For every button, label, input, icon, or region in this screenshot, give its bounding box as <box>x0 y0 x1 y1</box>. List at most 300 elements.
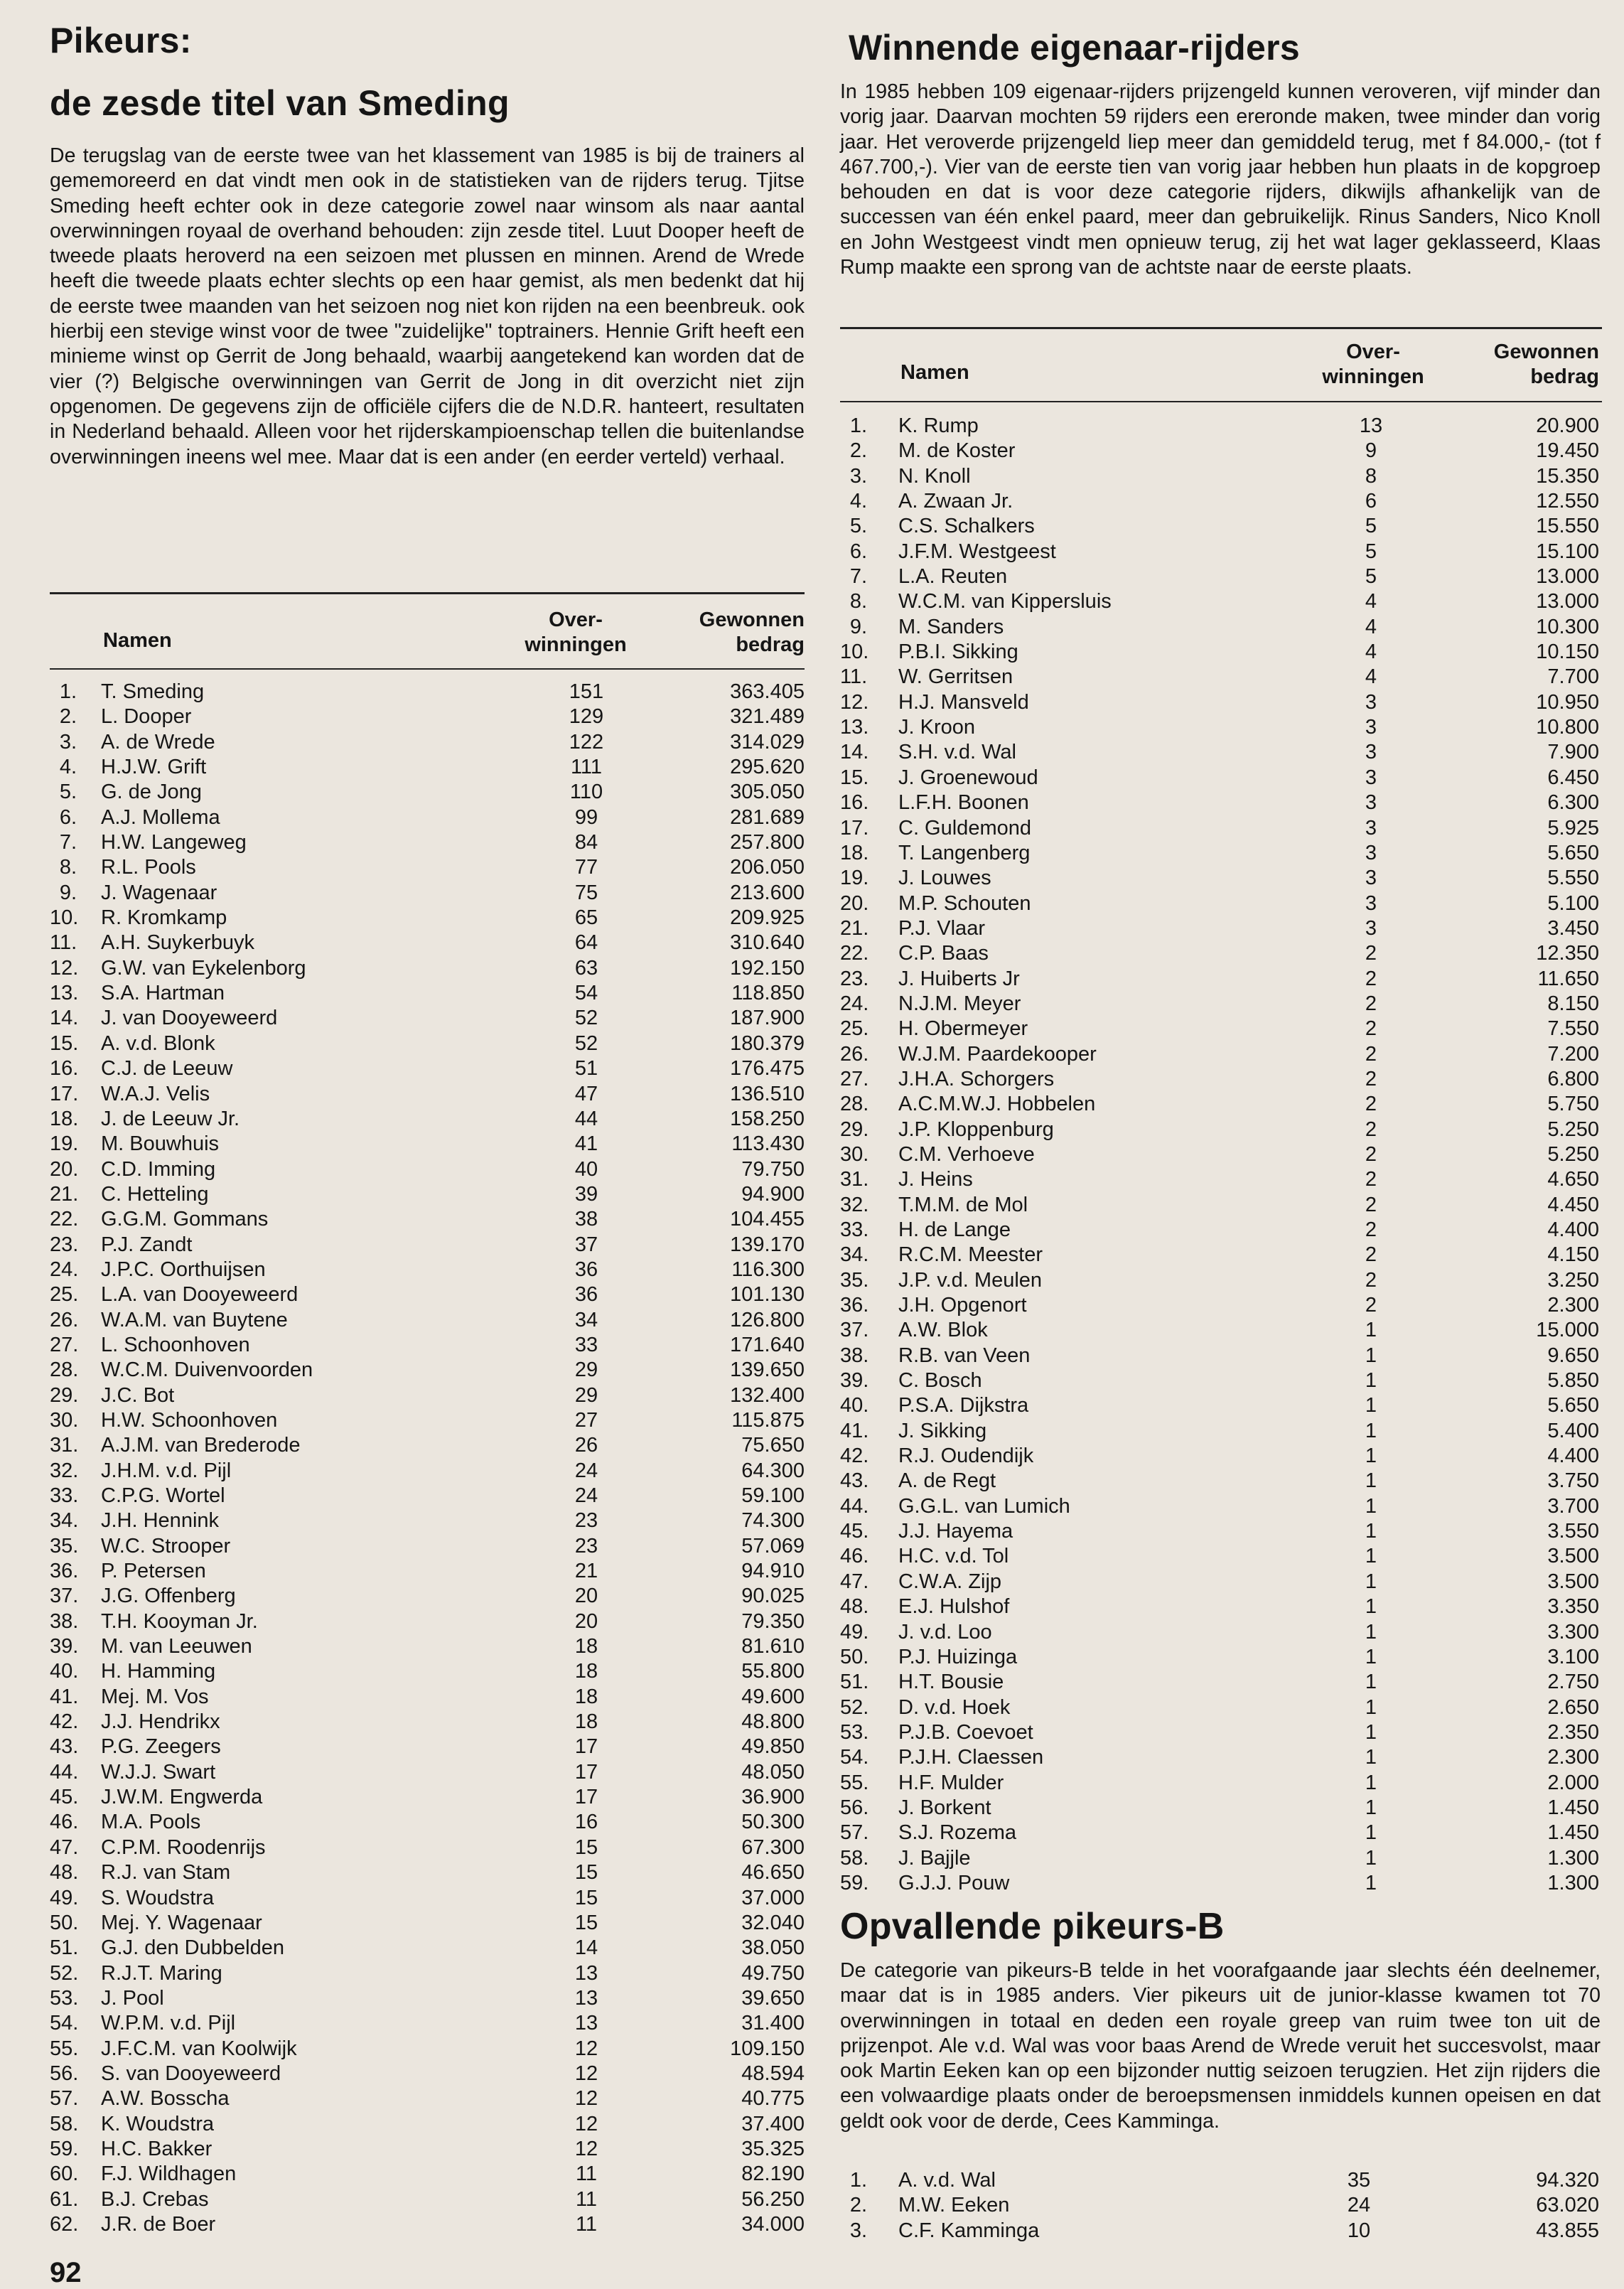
rank-cell: 32. <box>50 1459 79 1482</box>
name-cell: C. Bosch <box>898 1369 982 1393</box>
amount-cell: 115.875 <box>731 1408 805 1432</box>
rank-cell: 25. <box>840 1017 869 1041</box>
wins-cell: 3 <box>1365 766 1377 789</box>
table-row <box>50 1333 805 1358</box>
wins-cell: 51 <box>574 1057 598 1081</box>
rank-cell: 48. <box>50 1861 79 1885</box>
amount-cell: 49.750 <box>741 1961 805 1985</box>
wins-cell: 2 <box>1365 1294 1377 1317</box>
table-row <box>840 540 1602 564</box>
table-row <box>840 2219 1602 2244</box>
amount-cell: 2.750 <box>1547 1671 1599 1694</box>
amount-cell: 3.500 <box>1547 1570 1599 1593</box>
left-table-header-rule <box>50 668 805 670</box>
rank-cell: 27. <box>50 1333 79 1356</box>
table-row <box>840 740 1602 765</box>
rank-cell: 3. <box>849 2219 867 2242</box>
amount-cell: 2.300 <box>1547 1294 1599 1317</box>
wins-cell: 27 <box>574 1408 598 1432</box>
rank-cell: 12. <box>50 956 79 980</box>
wins-cell: 24 <box>574 1459 598 1482</box>
rank-cell: 15. <box>840 766 869 789</box>
table-row <box>50 1308 805 1333</box>
name-cell: C.D. Imming <box>101 1157 216 1181</box>
wins-cell: 5 <box>1365 565 1377 589</box>
table-row <box>840 1519 1602 1544</box>
name-cell: T. Smeding <box>101 680 205 703</box>
wins-cell: 75 <box>574 881 598 904</box>
rank-cell: 28. <box>50 1358 79 1382</box>
table-row <box>840 766 1602 790</box>
rank-cell: 29. <box>840 1117 869 1141</box>
wins-cell: 52 <box>574 1007 598 1030</box>
name-cell: R.J. van Stam <box>101 1861 231 1885</box>
wins-cell: 12 <box>574 2062 598 2085</box>
rank-cell: 55. <box>50 2037 79 2060</box>
rank-cell: 24. <box>840 992 869 1015</box>
table-row <box>50 755 805 780</box>
table-row <box>840 1544 1602 1569</box>
rank-cell: 54. <box>840 1746 869 1769</box>
name-cell: H.F. Mulder <box>898 1771 1004 1794</box>
name-cell: J.H.A. Schorgers <box>898 1067 1055 1090</box>
name-cell: G. de Jong <box>101 781 202 804</box>
amount-cell: 12.550 <box>1536 490 1599 513</box>
name-cell: N. Knoll <box>898 464 971 488</box>
wins-cell: 26 <box>574 1434 598 1457</box>
name-cell: W.J.J. Swart <box>101 1760 216 1784</box>
amount-cell: 40.775 <box>741 2087 805 2111</box>
wins-cell: 17 <box>574 1760 598 1784</box>
wins-cell: 1 <box>1365 1520 1377 1543</box>
wins-cell: 24 <box>574 1484 598 1507</box>
wins-cell: 84 <box>574 831 598 854</box>
amount-cell: 38.050 <box>741 1936 805 1960</box>
amount-cell: 7.700 <box>1547 665 1599 689</box>
wins-cell: 1 <box>1365 1369 1377 1393</box>
table-row <box>840 916 1602 941</box>
amount-cell: 43.855 <box>1536 2219 1599 2242</box>
amount-cell: 6.300 <box>1547 791 1599 815</box>
wins-cell: 1 <box>1365 1469 1377 1493</box>
rank-cell: 54. <box>50 2012 79 2035</box>
amount-cell: 15.550 <box>1536 515 1599 538</box>
table-row <box>50 1082 805 1107</box>
amount-cell: 34.000 <box>741 2212 805 2236</box>
wins-cell: 65 <box>574 906 598 930</box>
table-row <box>50 1006 805 1031</box>
name-cell: A. de Regt <box>898 1469 996 1493</box>
amount-cell: 192.150 <box>730 956 805 980</box>
rank-cell: 43. <box>50 1735 79 1759</box>
rank-cell: 41. <box>840 1419 869 1442</box>
rank-cell: 29. <box>50 1383 79 1407</box>
table-row <box>840 1846 1602 1871</box>
header-wins-1: Over- <box>1346 341 1400 363</box>
amount-cell: 101.130 <box>730 1283 805 1307</box>
amount-cell: 187.900 <box>730 1007 805 1030</box>
rank-cell: 59. <box>50 2137 79 2160</box>
table-row <box>50 830 805 855</box>
rank-cell: 44. <box>50 1760 79 1784</box>
table-row <box>50 1860 805 1885</box>
amount-cell: 5.850 <box>1547 1369 1599 1393</box>
wins-cell: 3 <box>1365 791 1377 815</box>
wins-cell: 17 <box>574 1786 598 1809</box>
wins-cell: 2 <box>1365 1243 1377 1267</box>
rank-cell: 18. <box>840 841 869 864</box>
rank-cell: 8. <box>59 856 77 879</box>
name-cell: W.C.M. van Kippersluis <box>898 590 1112 613</box>
rank-cell: 31. <box>50 1434 79 1457</box>
wins-cell: 6 <box>1365 490 1377 513</box>
table-row <box>50 2112 805 2137</box>
amount-cell: 12.350 <box>1536 942 1599 965</box>
rank-cell: 57. <box>840 1821 869 1845</box>
table-row <box>840 514 1602 539</box>
rank-cell: 4. <box>849 490 867 513</box>
amount-cell: 7.200 <box>1547 1042 1599 1066</box>
rank-cell: 37. <box>840 1319 869 1342</box>
amount-cell: 79.750 <box>741 1157 805 1181</box>
wins-cell: 10 <box>1347 2219 1371 2242</box>
wins-cell: 3 <box>1365 690 1377 714</box>
table-row <box>840 640 1602 665</box>
wins-cell: 2 <box>1365 942 1377 965</box>
table-row <box>50 2086 805 2111</box>
name-cell: M. de Koster <box>898 439 1016 463</box>
amount-cell: 5.550 <box>1547 867 1599 890</box>
name-cell: W.C. Strooper <box>101 1534 231 1558</box>
rank-cell: 3. <box>59 730 77 754</box>
amount-cell: 2.000 <box>1547 1771 1599 1794</box>
wins-cell: 77 <box>574 856 598 879</box>
header-amount-1: Gewonnen <box>1493 341 1599 363</box>
name-cell: J.F.C.M. van Koolwijk <box>101 2037 297 2060</box>
name-cell: J. Sikking <box>898 1419 987 1442</box>
amount-cell: 48.594 <box>741 2062 805 2085</box>
wins-cell: 2 <box>1365 1142 1377 1166</box>
amount-cell: 126.800 <box>730 1308 805 1331</box>
table-row <box>50 1233 805 1258</box>
name-cell: J. Louwes <box>898 867 991 890</box>
table-row <box>840 1393 1602 1418</box>
name-cell: M.A. Pools <box>101 1811 201 1834</box>
name-cell: C. Guldemond <box>898 816 1031 840</box>
rank-cell: 1. <box>849 2169 867 2192</box>
amount-cell: 3.550 <box>1547 1520 1599 1543</box>
amount-cell: 7.550 <box>1547 1017 1599 1041</box>
table-row <box>840 1570 1602 1594</box>
rank-cell: 56. <box>840 1796 869 1819</box>
name-cell: H.T. Bousie <box>898 1671 1004 1694</box>
wins-cell: 11 <box>575 2187 598 2211</box>
amount-cell: 206.050 <box>730 856 805 879</box>
wins-cell: 13 <box>574 2012 598 2035</box>
table-row <box>840 1821 1602 1845</box>
table-row <box>840 1771 1602 1796</box>
wins-cell: 36 <box>574 1283 598 1307</box>
name-cell: G.J. den Dubbelden <box>101 1936 284 1960</box>
rank-cell: 37. <box>50 1585 79 1608</box>
table-row <box>840 1142 1602 1167</box>
name-cell: A.C.M.W.J. Hobbelen <box>898 1093 1096 1116</box>
wins-cell: 15 <box>574 1911 598 1934</box>
rank-cell: 19. <box>840 867 869 890</box>
amount-cell: 15.100 <box>1536 540 1599 563</box>
table-row <box>840 941 1602 966</box>
right-title: Winnende eigenaar-rijders <box>849 28 1300 68</box>
wins-cell: 1 <box>1365 1570 1377 1593</box>
name-cell: A.W. Bosscha <box>101 2087 230 2111</box>
name-cell: J. van Dooyeweerd <box>101 1007 278 1030</box>
name-cell: W.A.M. van Buytene <box>101 1308 288 1331</box>
wins-cell: 18 <box>574 1635 598 1658</box>
rank-cell: 51. <box>840 1671 869 1694</box>
wins-cell: 15 <box>574 1835 598 1859</box>
amount-cell: 49.850 <box>741 1735 805 1759</box>
wins-cell: 3 <box>1365 841 1377 864</box>
rank-cell: 40. <box>50 1660 79 1683</box>
amount-cell: 209.925 <box>730 906 805 930</box>
table-row <box>840 1167 1602 1192</box>
amount-cell: 2.300 <box>1547 1746 1599 1769</box>
table-row <box>840 1594 1602 1619</box>
table-row <box>840 1268 1602 1293</box>
name-cell: J. Bajjle <box>898 1846 971 1870</box>
wins-cell: 3 <box>1365 716 1377 739</box>
left-table-top-rule <box>50 592 805 594</box>
table-row <box>50 1282 805 1307</box>
table-row <box>840 464 1602 489</box>
table-row <box>840 1344 1602 1368</box>
name-cell: S. van Dooyeweerd <box>101 2062 281 2085</box>
name-cell: G.J.J. Pouw <box>898 1871 1010 1894</box>
name-cell: C.J. de Leeuw <box>101 1057 233 1081</box>
rank-cell: 2. <box>849 2194 867 2217</box>
rank-cell: 59. <box>840 1871 869 1894</box>
rank-cell: 58. <box>50 2112 79 2135</box>
rank-cell: 2. <box>59 705 77 729</box>
table-row <box>50 1207 805 1232</box>
table-row <box>50 2137 805 2162</box>
table-row <box>50 1508 805 1533</box>
table-row <box>50 1258 805 1282</box>
amount-cell: 13.000 <box>1536 590 1599 613</box>
name-cell: J.R. de Boer <box>101 2212 216 2236</box>
table-row <box>50 881 805 906</box>
name-cell: Mej. M. Vos <box>101 1685 209 1708</box>
header-name: Namen <box>900 361 969 384</box>
amount-cell: 2.350 <box>1547 1720 1599 1744</box>
wins-cell: 16 <box>574 1811 598 1834</box>
wins-cell: 129 <box>569 705 604 729</box>
wins-cell: 13 <box>574 1961 598 1985</box>
rank-cell: 62. <box>50 2212 79 2236</box>
wins-cell: 15 <box>574 1861 598 1885</box>
amount-cell: 13.000 <box>1536 565 1599 589</box>
table-row <box>50 906 805 931</box>
table-row <box>840 1218 1602 1243</box>
rank-cell: 26. <box>50 1308 79 1331</box>
wins-cell: 38 <box>574 1208 598 1231</box>
name-cell: W.C.M. Duivenvoorden <box>101 1358 313 1382</box>
amount-cell: 94.900 <box>741 1182 805 1206</box>
table-row <box>50 1659 805 1684</box>
amount-cell: 5.750 <box>1547 1093 1599 1116</box>
name-cell: F.J. Wildhagen <box>101 2162 237 2186</box>
rank-cell: 57. <box>50 2087 79 2111</box>
amount-cell: 56.250 <box>741 2187 805 2211</box>
table-row <box>50 1383 805 1408</box>
wins-cell: 5 <box>1365 540 1377 563</box>
table-row <box>840 1494 1602 1519</box>
wins-cell: 1 <box>1365 1720 1377 1744</box>
amount-cell: 5.650 <box>1547 841 1599 864</box>
header-name: Namen <box>103 629 172 652</box>
name-cell: C.F. Kamminga <box>898 2219 1040 2242</box>
table-row <box>840 1645 1602 1670</box>
rank-cell: 10. <box>50 906 79 930</box>
rank-cell: 39. <box>840 1369 869 1393</box>
table-row <box>50 704 805 729</box>
amount-cell: 2.650 <box>1547 1695 1599 1719</box>
table-row <box>840 2168 1602 2193</box>
rank-cell: 48. <box>840 1595 869 1619</box>
amount-cell: 36.900 <box>741 1786 805 1809</box>
name-cell: A.W. Blok <box>898 1319 988 1342</box>
wins-cell: 1 <box>1365 1871 1377 1894</box>
amount-cell: 3.300 <box>1547 1620 1599 1644</box>
name-cell: L.A. van Dooyeweerd <box>101 1283 299 1307</box>
header-wins-2: winningen <box>525 633 627 656</box>
amount-cell: 79.350 <box>741 1609 805 1633</box>
rank-cell: 17. <box>840 816 869 840</box>
name-cell: J.P.C. Oorthuijsen <box>101 1258 266 1281</box>
name-cell: M. van Leeuwen <box>101 1635 252 1658</box>
name-cell: G.W. van Eykelenborg <box>101 956 306 980</box>
rank-cell: 36. <box>50 1560 79 1583</box>
table-row <box>840 1067 1602 1092</box>
table-row <box>840 1368 1602 1393</box>
name-cell: P.J. Vlaar <box>898 916 985 940</box>
name-cell: J. de Leeuw Jr. <box>101 1107 240 1130</box>
rank-cell: 36. <box>840 1294 869 1317</box>
amount-cell: 4.400 <box>1547 1218 1599 1241</box>
wins-cell: 40 <box>574 1157 598 1181</box>
rank-cell: 1. <box>59 680 77 703</box>
table-row <box>50 1534 805 1559</box>
amount-cell: 67.300 <box>741 1835 805 1859</box>
name-cell: N.J.M. Meyer <box>898 992 1021 1015</box>
right-table-top-rule <box>840 327 1602 329</box>
amount-cell: 171.640 <box>730 1333 805 1356</box>
table-row <box>50 2037 805 2062</box>
table-row <box>840 1293 1602 1318</box>
table-row <box>840 841 1602 866</box>
name-cell: R.J. Oudendijk <box>898 1444 1034 1468</box>
table-row <box>50 1358 805 1383</box>
wins-cell: 1 <box>1365 1846 1377 1870</box>
wins-cell: 1 <box>1365 1671 1377 1694</box>
wins-cell: 17 <box>574 1735 598 1759</box>
left-table-header <box>50 608 805 665</box>
wins-cell: 33 <box>574 1333 598 1356</box>
rank-cell: 14. <box>50 1007 79 1030</box>
amount-cell: 5.650 <box>1547 1394 1599 1417</box>
rank-cell: 55. <box>840 1771 869 1794</box>
name-cell: H. Hamming <box>101 1660 216 1683</box>
table-row <box>50 1911 805 1936</box>
wins-cell: 63 <box>574 956 598 980</box>
amount-cell: 8.150 <box>1547 992 1599 1015</box>
wins-cell: 5 <box>1365 515 1377 538</box>
rank-cell: 34. <box>840 1243 869 1267</box>
rank-cell: 33. <box>840 1218 869 1241</box>
name-cell: J.P. Kloppenburg <box>898 1117 1054 1141</box>
rank-cell: 35. <box>50 1534 79 1558</box>
name-cell: R.C.M. Meester <box>898 1243 1043 1267</box>
rank-cell: 11. <box>50 931 77 955</box>
name-cell: B.J. Crebas <box>101 2187 209 2211</box>
amount-cell: 57.069 <box>741 1534 805 1558</box>
rank-cell: 50. <box>840 1645 869 1668</box>
wins-cell: 2 <box>1365 1093 1377 1116</box>
rank-cell: 53. <box>840 1720 869 1744</box>
table-row <box>840 1796 1602 1821</box>
amount-cell: 5.925 <box>1547 816 1599 840</box>
amount-cell: 82.190 <box>741 2162 805 2186</box>
name-cell: M. Sanders <box>898 615 1004 638</box>
name-cell: J.H.M. v.d. Pijl <box>101 1459 232 1482</box>
name-cell: P.B.I. Sikking <box>898 640 1018 664</box>
rank-cell: 47. <box>840 1570 869 1593</box>
amount-cell: 3.500 <box>1547 1545 1599 1568</box>
name-cell: A. Zwaan Jr. <box>898 490 1013 513</box>
rank-cell: 27. <box>840 1067 869 1090</box>
name-cell: J.C. Bot <box>101 1383 175 1407</box>
table-row <box>50 1132 805 1157</box>
wins-cell: 18 <box>574 1710 598 1734</box>
amount-cell: 118.850 <box>731 982 805 1005</box>
table-row <box>50 1459 805 1484</box>
rank-cell: 30. <box>840 1142 869 1166</box>
wins-cell: 21 <box>574 1560 598 1583</box>
wins-cell: 20 <box>574 1585 598 1608</box>
name-cell: J.H. Hennink <box>101 1509 220 1533</box>
wins-cell: 1 <box>1365 1545 1377 1568</box>
table-row <box>840 1620 1602 1645</box>
wins-cell: 122 <box>569 730 604 754</box>
name-cell: W.A.J. Velis <box>101 1082 210 1105</box>
rank-cell: 10. <box>840 640 869 664</box>
name-cell: P. Petersen <box>101 1560 206 1583</box>
name-cell: Mej. Y. Wagenaar <box>101 1911 262 1934</box>
rank-cell: 42. <box>50 1710 79 1734</box>
wins-cell: 47 <box>574 1082 598 1105</box>
rank-cell: 6. <box>849 540 867 563</box>
name-cell: H.C. v.d. Tol <box>898 1545 1009 1568</box>
table-row <box>840 1092 1602 1117</box>
wins-cell: 23 <box>574 1534 598 1558</box>
rank-cell: 15. <box>50 1031 79 1055</box>
wins-cell: 37 <box>574 1233 598 1256</box>
table-row <box>840 1117 1602 1142</box>
left-rankings-table <box>50 680 805 2237</box>
wins-cell: 12 <box>574 2087 598 2111</box>
wins-cell: 1 <box>1365 1796 1377 1819</box>
name-cell: J. Borkent <box>898 1796 991 1819</box>
